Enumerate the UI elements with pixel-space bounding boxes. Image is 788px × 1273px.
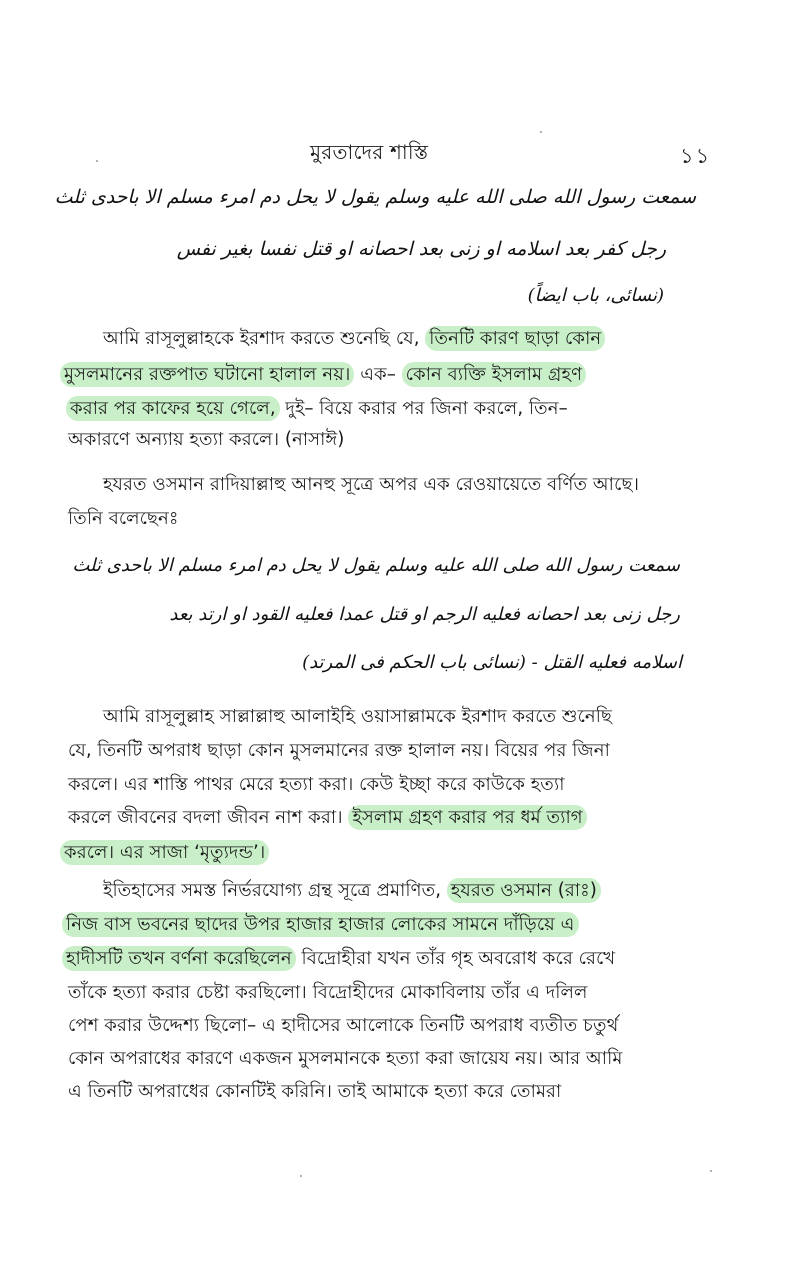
hadith2-arabic-citation: اسلامه فعليه القتل - (نسائی باب الحکم فی المرتد) (302, 652, 682, 673)
highlighted-text: মুসলমানের রক্তপাত ঘটানো হালাল নয়। (60, 362, 354, 387)
highlighted-text: নিজ বাস ভবনের ছাদের উপর হাজার হাজার লোকের সামনে দাঁড়িয়ে এ (62, 912, 579, 937)
running-header-title: মুরতাদের শাস্তি (310, 140, 429, 164)
scan-speck (300, 1175, 302, 1177)
hadith2-text-line-3: করলে। এর শাস্তি পাথর মেরে হত্যা করা। কেউ ইচ্ছা করে কাউকে হত্যা (68, 774, 565, 795)
hadith2-text-line-5 (60, 842, 269, 864)
para3-line-3 (62, 948, 615, 970)
hadith2-text-line-1: আমি রাসূলুল্লাহ সাল্লাল্লাহু আলাইহি ওয়াসাল্লামকে ইরশাদ করতে শুনেছি (103, 706, 612, 727)
hadith1-text-line-3 (66, 398, 568, 420)
hadith2-text-line-4 (68, 807, 587, 829)
hadith1-text-line-1 (103, 328, 605, 350)
intro2-line-1: হযরত ওসমান রাদিয়াল্লাহু আনহু সূত্রে অপর এক রেওয়ায়েতে বর্ণিত আছে। (103, 474, 639, 495)
hadith1-text-line-4: অকারণে অন্যায় হত্যা করলে। (নাসাঈ) (68, 429, 345, 450)
highlighted-text: হাদীসটি তখন বর্ণনা করেছিলেন (62, 946, 296, 971)
hadith2-arabic-line-1: سمعت رسول الله صلى الله عليه وسلم يقول لا يحل دم امرء مسلم الا باحدى ثلث (72, 555, 680, 576)
para3-line-7: এ তিনটি অপরাধের কোনটিই করিনি। তাই আমাকে হত্যা করে তোমরা (68, 1081, 562, 1102)
para3-line-5: পেশ করার উদ্দেশ্য ছিলো– এ হাদীসের আলোকে তিনটি অপরাধ ব্যতীত চতুর্থ (68, 1015, 619, 1036)
page-number: ১১ (680, 144, 712, 168)
highlighted-text: কোন ব্যক্তি ইসলাম গ্রহণ (402, 362, 586, 387)
hadith2-text-line-2: যে, তিনটি অপরাধ ছাড়া কোন মুসলমানের রক্ত হালাল নয়। বিয়ের পর জিনা (68, 740, 610, 761)
highlighted-text: হযরত ওসমান (রাঃ) (447, 878, 601, 903)
scan-speck (96, 160, 98, 162)
para3-line-1 (103, 880, 601, 902)
text-segment: ইতিহাসের সমস্ত নির্ভরযোগ্য গ্রন্থ সূত্রে প্রমাণিত, (103, 880, 442, 901)
highlighted-text: ইসলাম গ্রহণ করার পর ধর্ম ত্যাগ (348, 805, 586, 830)
highlighted-text: করলে। এর সাজা ‘মৃত্যুদন্ড’। (60, 840, 269, 865)
scan-speck (710, 1170, 712, 1172)
scan-speck (540, 131, 542, 133)
highlighted-text: তিনটি কারণ ছাড়া কোন (425, 326, 605, 351)
para3-line-6: কোন অপরাধের কারণে একজন মুসলমানকে হত্যা করা জায়েয নয়। আর আমি (68, 1048, 623, 1069)
text-segment: এক– (360, 364, 396, 385)
text-segment: বিদ্রোহীরা যখন তাঁর গৃহ অবরোধ করে রেখে (301, 948, 616, 969)
hadith1-arabic-line-1: سمعت رسول الله صلى الله عليه وسلم يقول لا يحل دم امرء مسلم الا باحدى ثلث (54, 186, 696, 208)
intro2-line-2: তিনি বলেছেনঃ (68, 508, 179, 529)
hadith2-arabic-line-2: رجل زنى بعد احصانه فعليه الرجم او قتل عمدا فعليه القود او ارتد بعد (169, 604, 680, 625)
highlighted-text: করার পর কাফের হয়ে গেলে, (66, 396, 280, 421)
text-segment: করলে জীবনের বদলা জীবন নাশ করা। (68, 807, 343, 828)
hadith1-arabic-citation: (نسائی، باب ایضاً) (527, 285, 664, 306)
hadith1-text-line-2 (60, 364, 586, 386)
para3-line-2 (62, 914, 579, 936)
hadith1-arabic-line-2: رجل كفر بعد اسلامه او زنى بعد احصانه او قتل نفسا بغير نفس (176, 238, 666, 260)
para3-line-4: তাঁকে হত্যা করার চেষ্টা করছিলো। বিদ্রোহীদের মোকাবিলায় তাঁর এ দলিল (68, 982, 588, 1003)
text-segment: আমি রাসূলুল্লাহকে ইরশাদ করতে শুনেছি যে, (103, 328, 420, 349)
text-segment: দুই– বিয়ে করার পর জিনা করলে, তিন– (285, 398, 568, 419)
